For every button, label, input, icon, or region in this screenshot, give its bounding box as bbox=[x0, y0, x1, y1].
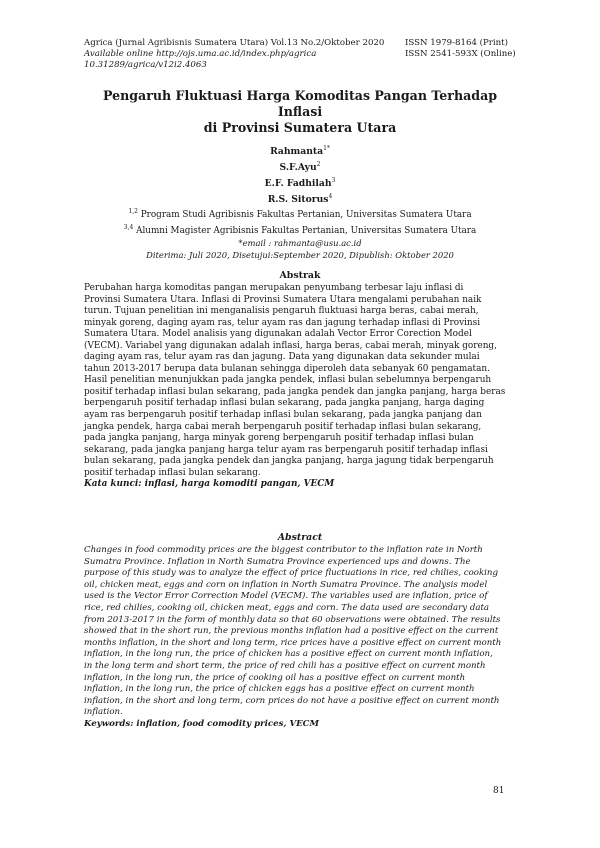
text-line: purpose of this study was to analyze the effect of price fluctuations in rice, red chilies, cooking bbox=[84, 568, 498, 579]
text-line: inflation, in the long run, the price of chicken has a positive effect on current month inflation, bbox=[84, 649, 493, 660]
author-name: Rahmanta$^{1*}$ bbox=[270, 145, 330, 158]
journal-header-right bbox=[405, 38, 555, 60]
author-name: S.F.Ayu$^2$ bbox=[279, 160, 321, 173]
paper-title bbox=[84, 88, 516, 136]
issn-online: ISSN 2541-593X (Online) bbox=[405, 49, 516, 60]
text-line: bulan sekarang, pada jangka pendek dan jangka panjang, harga jagung tidak berpengaruh bbox=[84, 456, 494, 467]
text-line: ayam ras berpengaruh positif terhadap inflasi bulan sekarang, pada jangka panjang dan bbox=[84, 410, 482, 421]
text-line: months inflation, in the short and long term, rice prices have a positive effect on current month bbox=[84, 637, 502, 648]
abstrak-heading: Abstrak bbox=[279, 270, 321, 281]
text-line: from 2013-2017 in the form of monthly data so that 60 observations were obtained. The results bbox=[84, 614, 501, 625]
journal-name: Agrica (Jurnal Agribisnis Sumatera Utara) Vol.13 No.2/Oktober 2020 bbox=[84, 38, 385, 48]
paper-title-line: di Provinsi Sumatera Utara bbox=[203, 120, 397, 135]
text-line: sekarang, pada jangka panjang harga telur ayam ras berpengaruh positif terhadap inflasi bbox=[84, 444, 488, 455]
text-line: Hasil penelitian menunjukkan pada jangka pendek, inflasi bulan sebelumnya berpengaruh bbox=[84, 375, 492, 386]
keywords: Keywords: inflation, food comodity prices, VECM bbox=[84, 718, 320, 729]
text-line: (VECM). Variabel yang digunakan adalah inflasi, harga beras, cabai merah, minyak goreng, bbox=[84, 340, 497, 351]
journal-header-left bbox=[84, 38, 404, 72]
text-line: inflation. bbox=[84, 707, 123, 718]
text-line: tahun 2013-2017 berupa data bulanan sehingga diperoleh data sebanyak 60 pengamatan. bbox=[84, 363, 490, 374]
text-line: minyak goreng, daging ayam ras, telur ayam ras dan jagung terhadap inflasi di Provinsi bbox=[84, 317, 481, 328]
author-name: R.S. Sitorus$^4$ bbox=[267, 192, 333, 205]
text-line: daging ayam ras, telur ayam ras dan jagung. Data yang digunakan data sekunder mulai bbox=[84, 352, 480, 363]
text-line: in the long term and short term, the price of red chili has a positive effect on current month bbox=[84, 660, 486, 671]
text-line: Sumatera Utara. Model analisis yang digunakan adalah Vector Error Corection Model bbox=[84, 329, 472, 340]
text-line: berpengaruh positif terhadap inflasi bulan sekarang, pada jangka panjang, harga daging bbox=[84, 398, 485, 409]
text-line: Sumatra Province. Inflation in North Sumatra Province experienced ups and downs. The bbox=[84, 556, 471, 567]
text-line: used is the Vector Error Correction Model (VECM). The variables used are inflation, price of bbox=[84, 591, 488, 602]
text-line: pada jangka panjang, harga minyak goreng berpengaruh positif terhadap inflasi bulan bbox=[84, 433, 474, 444]
journal-doi: 10.31289/agrica/v12i2.4063 bbox=[84, 60, 207, 71]
text-line: rice, red chilies, cooking oil, chicken meat, eggs and corn. The data used are secondary data bbox=[84, 602, 490, 613]
affiliation: $^{1,2}$ Program Studi Agribisnis Fakultas Pertanian, Universitas Sumatera Utara bbox=[128, 208, 472, 221]
author-name: E.F. Fadhilah$^3$ bbox=[264, 176, 336, 189]
journal-url[interactable]: Available online http://ojs.uma.ac.id/index.php/agrica bbox=[84, 49, 317, 60]
text-line: showed that in the short run, the previous months inflation had a positive effect on the current bbox=[84, 626, 499, 637]
affiliation: $^{3,4}$ Alumni Magister Agribisnis Fakultas Pertanian, Universitas Sumatera Utara bbox=[123, 223, 477, 236]
text-line: positif terhadap inflasi bulan sekarang. bbox=[84, 467, 261, 478]
page-number: 81 bbox=[493, 786, 505, 796]
text-line: Provinsi Sumatera Utara. Inflasi di Provinsi Sumatera Utara mengalami perubahan naik bbox=[84, 294, 482, 305]
text-line: oil, chicken meat, eggs and corn on inflation in North Sumatra Province. The analysis model bbox=[84, 579, 488, 590]
abstrak-body bbox=[84, 283, 516, 491]
corresponding-email[interactable]: *email : rahmanta@usu.ac.id bbox=[238, 238, 362, 249]
author-block bbox=[84, 143, 516, 261]
abstract-heading: Abstract bbox=[277, 532, 323, 543]
paper-title-line: Pengaruh Fluktuasi Harga Komoditas Pangan Terhadap Inflasi bbox=[102, 88, 498, 119]
issn-print: ISSN 1979-8164 (Print) bbox=[405, 38, 508, 48]
text-line: Changes in food commodity prices are the biggest contributor to the inflation rate in North bbox=[84, 545, 483, 555]
text-line: inflation, in the long run, the price of cooking oil has a positive effect on current month bbox=[84, 672, 466, 683]
submission-dates: Diterima: Juli 2020, Disetujui:September 2020, Dipublish: Oktober 2020 bbox=[146, 250, 454, 261]
text-line: turun. Tujuan penelitian ini menganalisis pengaruh fluktuasi harga beras, cabai merah, bbox=[84, 306, 479, 317]
text-line: Perubahan harga komoditas pangan merupakan penyumbang terbesar laju inflasi di bbox=[84, 283, 464, 293]
text-line: inflation, in the short and long term, corn prices do not have a positive effect on current month bbox=[84, 695, 500, 706]
text-line: positif terhadap inflasi bulan sekarang, pada jangka pendek dan jangka panjang, harga beras bbox=[84, 386, 506, 397]
abstract-body bbox=[84, 545, 516, 731]
text-line: jangka pendek, harga cabai merah berpengaruh positif terhadap inflasi bulan sekarang, bbox=[84, 421, 482, 432]
keywords: Kata kunci: inflasi, harga komoditi pangan, VECM bbox=[84, 479, 335, 490]
text-line: inflation, in the long run, the price of chicken eggs has a positive effect on current month bbox=[84, 684, 475, 695]
